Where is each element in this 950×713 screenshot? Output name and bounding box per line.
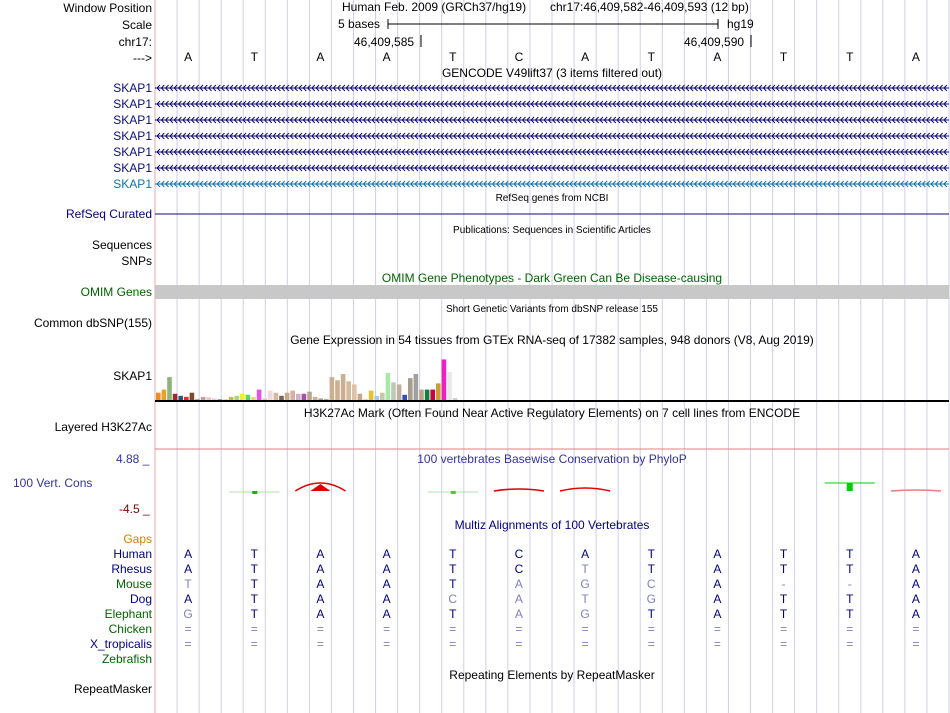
gtex-label[interactable]: SKAP1 — [113, 369, 152, 383]
omim-track-title: OMIM Gene Phenotypes - Dark Green Can Be Disease-causing — [381, 271, 723, 285]
alignment-base: C — [646, 577, 656, 591]
gene-label-skap1[interactable]: SKAP1 — [113, 161, 152, 175]
coord-label-1: 46,409,585 — [354, 35, 415, 49]
dbsnp-track-title: Short Genetic Variants from dbSNP release 155 — [446, 304, 658, 315]
species-label-rhesus[interactable]: Rhesus — [111, 562, 152, 576]
h3k27ac-label[interactable]: Layered H3K27Ac — [54, 420, 152, 434]
alignment-base: A — [713, 607, 722, 621]
phylop-label[interactable]: 100 Vert. Cons — [13, 476, 93, 490]
alignment-base: C — [514, 562, 524, 576]
gtex-bar — [363, 399, 368, 400]
alignment-base: T — [647, 547, 655, 561]
alignment-base: T — [184, 577, 192, 591]
gtex-bar — [414, 374, 419, 400]
gene-label-skap1[interactable]: SKAP1 — [113, 177, 152, 191]
scale-bases-text: 5 bases — [338, 17, 381, 31]
gtex-bar — [223, 399, 228, 400]
alignment-base: = — [383, 637, 391, 651]
gtex-bar — [290, 391, 295, 400]
alignment-base: A — [911, 562, 920, 576]
alignment-base: = — [780, 637, 788, 651]
gtex-bar — [358, 394, 363, 400]
gtex-bar — [313, 397, 318, 400]
alignment-base: T — [647, 607, 655, 621]
alignment-base: A — [911, 592, 920, 606]
gtex-bar — [251, 397, 256, 400]
base-letter: A — [581, 50, 590, 64]
gtex-bar — [156, 393, 161, 400]
window-position-label: Window Position — [63, 1, 152, 15]
alignment-base: = — [515, 622, 523, 636]
scale-label: Scale — [121, 18, 152, 32]
chrom-label: chr17: — [118, 35, 152, 49]
assembly-text: Human Feb. 2009 (GRCh37/hg19) — [342, 0, 527, 14]
alignment-base: = — [647, 622, 655, 636]
gtex-bar — [178, 396, 183, 400]
alignment-base: A — [316, 577, 325, 591]
species-label-human[interactable]: Human — [113, 547, 152, 561]
species-label-zebrafish[interactable]: Zebrafish — [101, 652, 152, 666]
base-letter: A — [184, 50, 193, 64]
alignment-base: A — [382, 562, 391, 576]
base-letter: T — [449, 50, 457, 64]
alignment-base: A — [316, 592, 325, 606]
alignment-base: C — [514, 547, 524, 561]
gene-label-skap1[interactable]: SKAP1 — [113, 81, 152, 95]
gtex-bar — [285, 393, 290, 400]
gtex-bar — [324, 399, 329, 400]
alignment-base: A — [514, 607, 523, 621]
base-letter: A — [713, 50, 722, 64]
gtex-bar — [218, 399, 223, 400]
gtex-bar — [318, 398, 323, 400]
gtex-bar — [162, 390, 167, 400]
gene-label-skap1[interactable]: SKAP1 — [113, 129, 152, 143]
alignment-base: = — [912, 637, 920, 651]
gtex-bar — [430, 390, 435, 400]
gtex-bar — [447, 372, 452, 400]
alignment-base: = — [647, 637, 655, 651]
phylop-min-label: -4.5 _ — [119, 502, 150, 516]
base-letter: C — [514, 50, 524, 64]
gtex-bar — [257, 390, 262, 400]
base-letter: A — [911, 50, 920, 64]
alignment-base: A — [382, 592, 391, 606]
gtex-bar — [173, 394, 178, 400]
alignment-base: T — [779, 607, 788, 621]
gtex-bar — [352, 384, 357, 400]
alignment-base: = — [581, 622, 589, 636]
alignment-base: G — [183, 607, 193, 621]
alignment-base: A — [514, 592, 523, 606]
base-letter: T — [779, 50, 788, 64]
snps-label[interactable]: SNPs — [121, 254, 152, 268]
gtex-bar — [391, 382, 396, 400]
alignment-base: G — [580, 607, 590, 621]
species-label-chicken[interactable]: Chicken — [108, 622, 152, 636]
alignment-base: T — [449, 562, 457, 576]
gene-label-skap1[interactable]: SKAP1 — [113, 113, 152, 127]
gtex-bar — [436, 383, 441, 400]
alignment-base: = — [515, 637, 523, 651]
gene-label-skap1[interactable]: SKAP1 — [113, 97, 152, 111]
alignment-base: = — [846, 637, 854, 651]
phylop-peak-fill — [310, 484, 330, 491]
gtex-bar — [402, 395, 407, 400]
gencode-track-title: GENCODE V49lift37 (3 items filtered out) — [441, 66, 663, 80]
omim-label[interactable]: OMIM Genes — [80, 285, 152, 299]
strand-arrow-label: ---> — [133, 51, 152, 65]
alignment-base: T — [846, 562, 854, 576]
gtex-track-title: Gene Expression in 54 tissues from GTEx RNA-seq of 17382 samples, 948 donors (V8, Aug 2019) — [290, 333, 814, 347]
gtex-bar — [397, 384, 402, 400]
species-label-x_tropicalis[interactable]: X_tropicalis — [89, 637, 152, 651]
gtex-bar — [167, 377, 172, 400]
alignment-base: A — [514, 577, 523, 591]
gaps-label[interactable]: Gaps — [123, 532, 152, 546]
gtex-bar — [307, 392, 312, 400]
alignment-base: T — [581, 592, 589, 606]
alignment-base: T — [449, 547, 457, 561]
alignment-base: T — [449, 607, 457, 621]
alignment-base: = — [846, 622, 854, 636]
gtex-bar — [330, 377, 335, 400]
alignment-base: = — [780, 622, 788, 636]
gtex-bar — [274, 393, 279, 400]
base-letter: A — [316, 50, 325, 64]
multiz-track-title: Multiz Alignments of 100 Vertebrates — [454, 518, 650, 532]
alignment-base: = — [250, 637, 258, 651]
alignment-base: T — [846, 592, 854, 606]
alignment-base: A — [184, 592, 193, 606]
gtex-bar — [335, 380, 340, 400]
gtex-bar — [240, 394, 245, 400]
gtex-bar — [234, 396, 239, 400]
species-label-mouse[interactable]: Mouse — [115, 577, 152, 591]
alignment-base: T — [581, 562, 589, 576]
alignment-base: = — [713, 622, 721, 636]
alignment-base: G — [646, 592, 656, 606]
gtex-bar — [268, 391, 273, 400]
alignment-base: T — [846, 607, 854, 621]
alignment-base: = — [250, 622, 258, 636]
alignment-base: = — [383, 622, 391, 636]
alignment-base: A — [581, 547, 590, 561]
refseq-label[interactable]: RefSeq Curated — [65, 207, 152, 221]
alignment-base: A — [713, 547, 722, 561]
coord-label-2: 46,409,590 — [684, 35, 745, 49]
alignment-base: A — [184, 547, 193, 561]
alignment-base: A — [316, 607, 325, 621]
phylop-peak — [560, 488, 610, 491]
refseq-track-title: RefSeq genes from NCBI — [495, 193, 609, 204]
alignment-base: A — [382, 607, 391, 621]
gtex-bar — [453, 398, 458, 400]
repeatmasker-label[interactable]: RepeatMasker — [73, 682, 152, 696]
alignment-base: T — [779, 547, 788, 561]
db-text: hg19 — [727, 17, 754, 31]
gtex-bar — [212, 398, 217, 400]
species-label-elephant[interactable]: Elephant — [104, 607, 152, 621]
alignment-base: - — [781, 577, 786, 591]
gtex-bar — [206, 397, 211, 400]
omim-bar — [155, 285, 949, 299]
alignment-base: = — [912, 622, 920, 636]
alignment-base: = — [581, 637, 589, 651]
gtex-bar — [184, 397, 189, 400]
alignment-base: A — [911, 607, 920, 621]
gtex-bar — [279, 396, 284, 400]
phylop-bar — [252, 491, 257, 494]
alignment-base: - — [847, 577, 852, 591]
publications-track-title: Publications: Sequences in Scientific Articles — [453, 225, 651, 236]
gtex-bar — [229, 397, 234, 400]
base-letter: A — [382, 50, 391, 64]
phylop-bar — [451, 491, 456, 494]
phylop-track-title: 100 vertebrates Basewise Conservation by PhyloP — [417, 452, 687, 466]
alignment-base: A — [911, 577, 920, 591]
alignment-base: T — [647, 562, 655, 576]
gtex-bar — [195, 399, 200, 400]
gene-label-skap1[interactable]: SKAP1 — [113, 145, 152, 159]
gtex-bar — [296, 394, 301, 400]
alignment-base: T — [250, 562, 258, 576]
alignment-base: T — [779, 592, 788, 606]
gtex-bar — [374, 396, 379, 400]
alignment-base: A — [911, 547, 920, 561]
gtex-bar — [369, 391, 374, 400]
alignment-base: T — [449, 577, 457, 591]
alignment-base: = — [184, 622, 192, 636]
alignment-base: = — [713, 637, 721, 651]
alignment-base: T — [250, 547, 258, 561]
gtex-bar — [386, 373, 391, 400]
gtex-bar — [380, 393, 385, 400]
gtex-bar — [341, 374, 346, 400]
base-letter: T — [250, 50, 258, 64]
phylop-max-label: 4.88 _ — [116, 452, 150, 466]
base-letter: T — [647, 50, 655, 64]
alignment-base: = — [449, 637, 457, 651]
gtex-bar — [190, 393, 195, 400]
phylop-peak — [891, 490, 941, 491]
alignment-base: = — [184, 637, 192, 651]
species-label-dog[interactable]: Dog — [129, 592, 152, 606]
position-text: chr17:46,409,582-46,409,593 (12 bp) — [550, 0, 749, 14]
gtex-bar — [302, 394, 307, 400]
alignment-base: A — [316, 547, 325, 561]
alignment-base: T — [846, 547, 854, 561]
gtex-bar — [262, 398, 267, 400]
alignment-base: T — [250, 607, 258, 621]
alignment-base: A — [382, 577, 391, 591]
alignment-base: C — [448, 592, 458, 606]
alignment-base: A — [382, 547, 391, 561]
sequences-label[interactable]: Sequences — [91, 238, 152, 252]
phylop-peak — [494, 489, 544, 491]
phylop-bar — [847, 483, 853, 491]
base-letter: T — [846, 50, 854, 64]
repeatmasker-track-title: Repeating Elements by RepeatMasker — [449, 668, 655, 682]
gtex-bar — [246, 395, 251, 400]
dbsnp-label[interactable]: Common dbSNP(155) — [33, 316, 152, 330]
gtex-bar — [442, 359, 447, 400]
gtex-bar — [419, 390, 424, 400]
gtex-bar — [346, 381, 351, 400]
alignment-base: = — [316, 637, 324, 651]
alignment-base: T — [250, 577, 258, 591]
alignment-base: A — [184, 562, 193, 576]
alignment-base: T — [779, 562, 788, 576]
gtex-bar — [201, 397, 206, 400]
alignment-base: = — [449, 622, 457, 636]
alignment-base: T — [250, 592, 258, 606]
alignment-base: = — [316, 622, 324, 636]
gtex-bar — [425, 390, 430, 400]
alignment-base: A — [713, 577, 722, 591]
alignment-base: A — [316, 562, 325, 576]
alignment-base: G — [580, 577, 590, 591]
alignment-base: A — [713, 592, 722, 606]
gtex-bar — [408, 378, 413, 400]
alignment-base: A — [713, 562, 722, 576]
h3k27ac-track-title: H3K27Ac Mark (Often Found Near Active Regulatory Elements) on 7 cell lines from ENCODE — [303, 406, 801, 420]
